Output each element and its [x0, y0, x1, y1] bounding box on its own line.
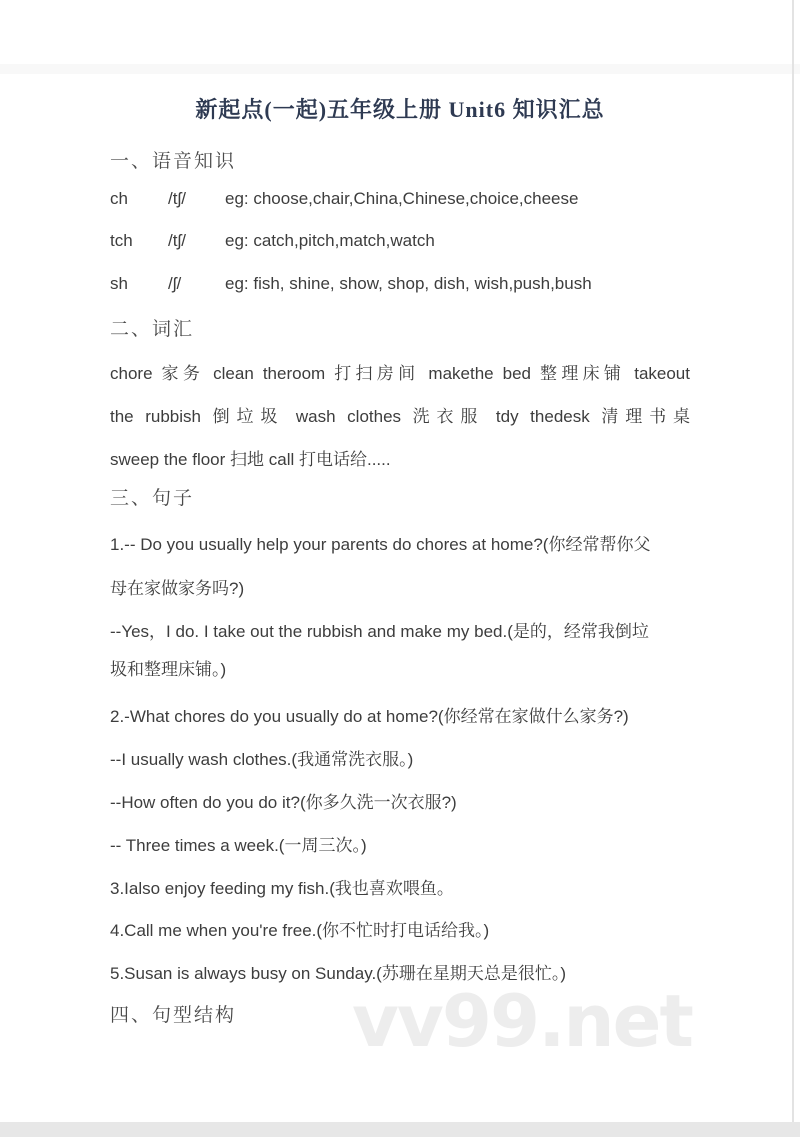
section-heading-sentence-patterns: 四、句型结构 [110, 1005, 237, 1026]
sentence-line: --Yes，I do. I take out the rubbish and make my bed.(是的，经常我倒垃 [110, 622, 649, 641]
page-bottom-edge [0, 1122, 800, 1137]
watermark: vv99.net [352, 979, 692, 1063]
vocabulary-line: sweep the floor 扫地 call 打电话给..... [110, 450, 391, 469]
phonics-letters: tch [110, 231, 133, 250]
phonics-letters: sh [110, 274, 128, 293]
sentence-line: 4.Call me when you're free.(你不忙时打电话给我。) [110, 921, 490, 940]
sentence-line: 1.-- Do you usually help your parents do chores at home?(你经常帮你父 [110, 535, 651, 554]
sentence-line: 5.Susan is always busy on Sunday.(苏珊在星期天总是很忙。) [110, 964, 566, 983]
section-heading-phonics: 一、语音知识 [110, 151, 237, 172]
sentence-line: 2.-What chores do you usually do at home?(你经常在家做什么家务?) [110, 707, 629, 726]
phonics-row [110, 189, 690, 209]
page-top-edge [0, 64, 800, 74]
sentence-line: 圾和整理床铺。) [110, 660, 227, 679]
sentence-line: 母在家做家务吗?) [110, 579, 245, 598]
page-right-edge [792, 0, 794, 1122]
phonics-examples: eg: catch,pitch,match,watch [225, 231, 435, 250]
phonics-sound: /tʃ/ [168, 231, 186, 250]
phonics-examples: eg: fish, shine, show, shop, dish, wish,push,bush [225, 274, 592, 293]
sentence-line: -- Three times a week.(一周三次。) [110, 836, 367, 855]
phonics-examples: eg: choose,chair,China,Chinese,choice,cheese [225, 189, 579, 208]
phonics-row [110, 274, 690, 294]
section-heading-sentences: 三、句子 [110, 488, 195, 509]
phonics-sound: /ʃ/ [168, 274, 182, 293]
vocabulary-line: the rubbish 倒垃圾 wash clothes 洗衣服 tdy thedesk 清理书桌 [110, 407, 690, 426]
section-heading-vocabulary: 二、词汇 [110, 319, 195, 340]
sentence-line: --How often do you do it?(你多久洗一次衣服?) [110, 793, 457, 812]
sentence-line: 3.Ialso enjoy feeding my fish.(我也喜欢喂鱼。 [110, 879, 454, 898]
phonics-row [110, 231, 690, 251]
vocabulary-line: chore 家务 clean theroom 打扫房间 makethe bed 整理床铺 takeout [110, 364, 690, 383]
phonics-letters: ch [110, 189, 128, 208]
phonics-sound: /tʃ/ [168, 189, 186, 208]
sentence-line: --I usually wash clothes.(我通常洗衣服。) [110, 750, 414, 769]
document-title: 新起点(一起)五年级上册 Unit6 知识汇总 [195, 97, 605, 122]
